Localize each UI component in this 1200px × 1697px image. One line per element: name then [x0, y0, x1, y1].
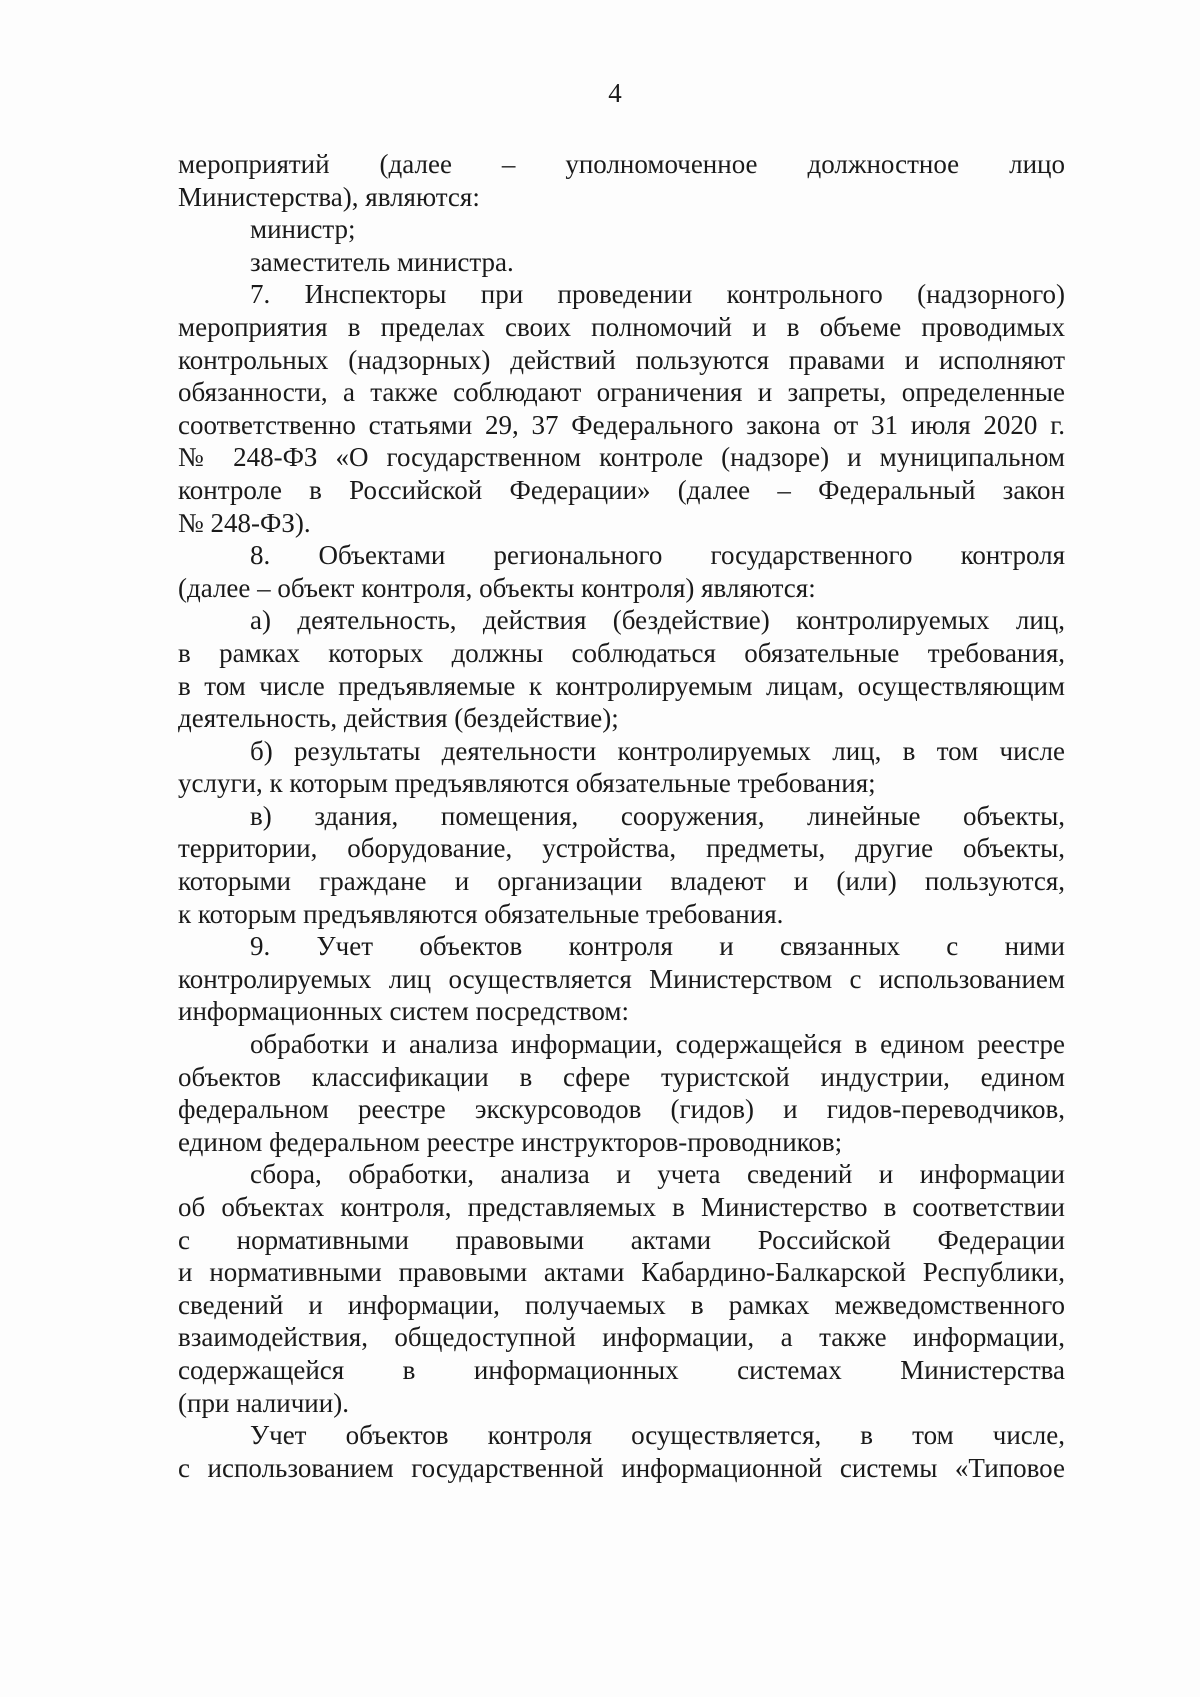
- text-line: сбора, обработки, анализа и учета сведений и информации: [250, 1159, 1065, 1190]
- text-line: к которым предъявляются обязательные требования.: [178, 898, 784, 929]
- text-line: (при наличии).: [178, 1387, 349, 1418]
- text-line: 9. Учет объектов контроля и связанных с ними: [250, 931, 1065, 962]
- text-line: в) здания, помещения, сооружения, линейные объекты,: [250, 800, 1065, 831]
- text-line: и нормативными правовыми актами Кабардино-Балкарской Республики,: [178, 1257, 1065, 1288]
- text-line: № 248-ФЗ «О государственном контроле (надзоре) и муниципальном: [178, 442, 1065, 473]
- text-line: содержащейся в информационных системах Министерства: [178, 1354, 1065, 1385]
- text-line: (далее – объект контроля, объекты контроля) являются:: [178, 572, 816, 603]
- text-line: мероприятия в пределах своих полномочий и в объеме проводимых: [178, 311, 1065, 342]
- text-line: а) деятельность, действия (бездействие) контролируемых лиц,: [250, 605, 1065, 636]
- text-line: соответственно статьями 29, 37 Федерального закона от 31 июля 2020 г.: [178, 409, 1065, 440]
- text-line: в рамках которых должны соблюдаться обязательные требования,: [178, 637, 1065, 668]
- text-line: 7. Инспекторы при проведении контрольного (надзорного): [250, 279, 1065, 310]
- text-line: которыми граждане и организации владеют и (или) пользуются,: [178, 866, 1065, 897]
- text-line: едином федеральном реестре инструкторов-проводников;: [178, 1126, 843, 1157]
- text-line: б) результаты деятельности контролируемых лиц, в том числе: [250, 735, 1065, 766]
- text-line: с использованием государственной информационной системы «Типовое: [178, 1452, 1065, 1483]
- text-line: услуги, к которым предъявляются обязательные требования;: [178, 768, 876, 799]
- text-line: федеральном реестре экскурсоводов (гидов) и гидов-переводчиков,: [178, 1094, 1065, 1125]
- text-line: контроле в Российской Федерации» (далее – Федеральный закон: [178, 474, 1065, 505]
- text-line: деятельность, действия (бездействие);: [178, 703, 619, 734]
- text-line: объектов классификации в сфере туристской индустрии, едином: [178, 1061, 1065, 1092]
- text-line: Министерства), являются:: [178, 181, 480, 212]
- text-line: с нормативными правовыми актами Российской Федерации: [178, 1224, 1065, 1255]
- text-line: мероприятий (далее – уполномоченное должностное лицо: [178, 149, 1065, 179]
- text-line: Учет объектов контроля осуществляется, в том числе,: [250, 1420, 1065, 1451]
- text-line: сведений и информации, получаемых в рамках межведомственного: [178, 1289, 1065, 1320]
- text-line: обязанности, а также соблюдают ограничения и запреты, определенные: [178, 377, 1065, 408]
- text-line: контрольных (надзорных) действий пользуются правами и исполняют: [178, 344, 1065, 375]
- text-line: № 248-ФЗ).: [178, 507, 311, 538]
- text-line: территории, оборудование, устройства, предметы, другие объекты,: [178, 833, 1065, 864]
- text-line: об объектах контроля, представляемых в Министерство в соответствии: [178, 1192, 1065, 1222]
- text-line: контролируемых лиц осуществляется Министерством с использованием: [178, 963, 1065, 994]
- text-line: заместитель министра.: [250, 246, 514, 277]
- document-body: [178, 148, 1065, 1484]
- text-line: министр;: [250, 214, 356, 245]
- page-number: 4: [608, 78, 622, 108]
- text-line: 8. Объектами регионального государственного контроля: [250, 540, 1065, 571]
- text-line: в том числе предъявляемые к контролируемым лицам, осуществляющим: [178, 670, 1065, 701]
- text-line: взаимодействия, общедоступной информации, а также информации,: [178, 1322, 1065, 1353]
- text-line: обработки и анализа информации, содержащейся в едином реестре: [250, 1029, 1065, 1060]
- text-line: информационных систем посредством:: [178, 996, 629, 1027]
